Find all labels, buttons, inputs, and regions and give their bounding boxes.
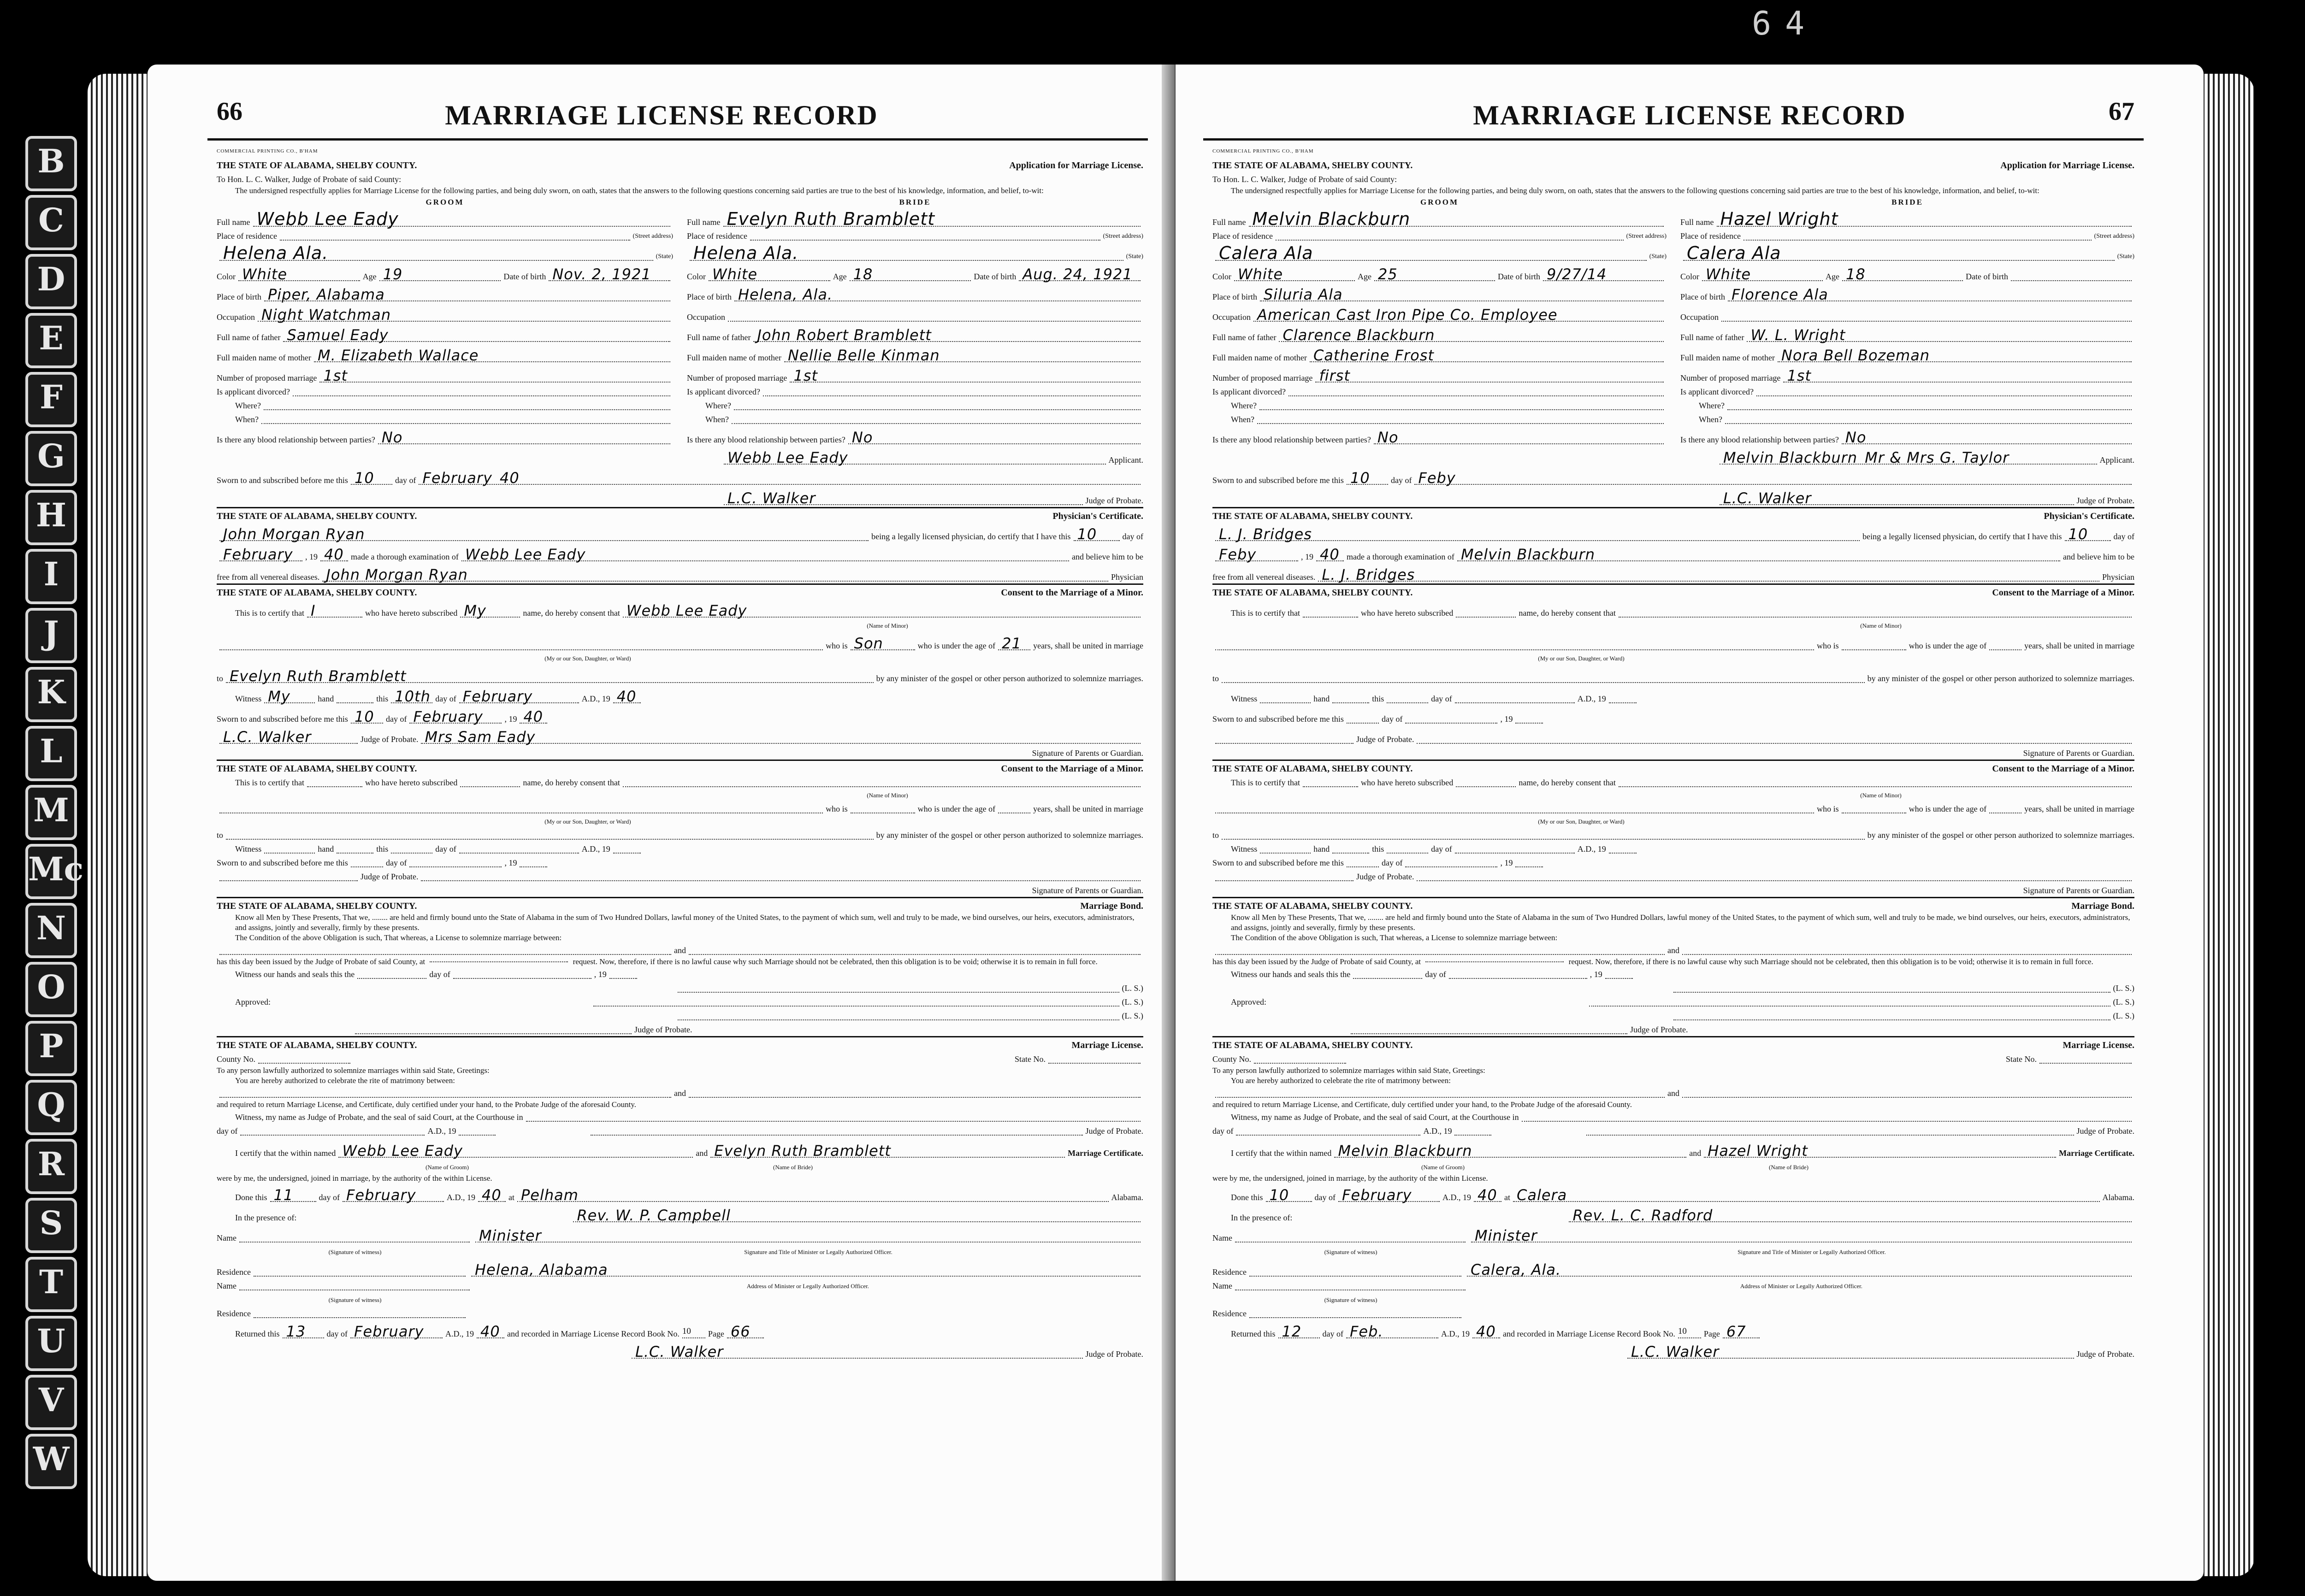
bride-blood: No: [851, 429, 873, 446]
physician-signature: John Morgan Ryan: [326, 566, 468, 583]
bride-age: 18: [853, 265, 873, 283]
left-content: [217, 145, 1143, 1553]
right-content: [1212, 145, 2134, 1553]
groom-age: 25: [1378, 265, 1398, 283]
index-tab: S: [25, 1198, 77, 1253]
returned-month: February: [354, 1323, 424, 1340]
page-title: MARRIAGE LICENSE RECORD: [445, 100, 878, 130]
to-line: To Hon. L. C. Walker, Judge of Probate of said County:: [1212, 175, 1397, 184]
judge-signature: L.C. Walker: [1723, 489, 1812, 507]
bride-column: BRIDE Full name Hazel Wright Place of residence (Street address) Calera Ala (State) Color White Age 18 Date of birth Place of birth Florence Ala Occupation Full name of father W. L. Wright Full maiden name of mother Nora Bell Bozeman Number of proposed marriage 1st Is applicant divorced? Where? When? Is there any blood relationship between parties? No: [1680, 196, 2134, 446]
certificate-groom: Webb Lee Eady: [342, 1142, 463, 1160]
consent-section-2: THE STATE OF ALABAMA, SHELBY COUNTY. Consent to the Marriage of a Minor. This is to certify that who have hereto subscribed name, do hereby consent that (Name of Minor) who is who is under the age of years, shall be united in marriage (My or our Son, Daughter, or Ward) to by any minister of the gospel or other person authorized to solemnize marriages. Witness hand this day of A.D., 19 Sworn to and subscribed before me this day of , 19 Judge of Probate. Signature of Parents or Guardian.: [1212, 760, 2134, 897]
groom-birthplace: Siluria Ala: [1263, 286, 1343, 303]
bride-proposed: 1st: [793, 367, 818, 384]
index-tab: T: [25, 1257, 77, 1312]
physician-year: 40: [324, 546, 344, 563]
application-section: THE STATE OF ALABAMA, SHELBY COUNTY. Application for Marriage License. To Hon. L. C. Walker, Judge of Probate of said County: The undersigned respectfully applies for Marriage License for the following parties, and being duly sworn, on oath, states that the answers to the following questions concerning said parties are true to the best of his knowledge, information, and belief, to-wit: GROOM Full name Melvin Blackburn Place of residence (Street address) Calera Ala (State) Color White Age 25 Date of birth 9/27/14 Place of birth Siluria Ala Occupation American Cast Iron Pipe Co. Employee Full name of father Clarence Blackburn Full maiden name of mother Catherine Frost Number of proposed marriage first Is applicant divorced? Where? When? Is there any blood relationship between parties? No BRIDE Full name Hazel Wright Place of residence (Street address) Calera Ala (State) Color White Age 18 Date of birth Place of birth Florence Ala Occupation Full name of father W. L. Wright Full maiden name of mother Nora Bell Bozeman Number of proposed marriage 1st Is applicant divorced? Where? When? Is there any blood relationship between parties? No Melvin Blackburn Mr & Mrs G. Taylor Applicant. Sworn to and subscribed before me this 10 day of Feby L.C. Walker Judge of Probate.: [1212, 160, 2134, 507]
left-page-edges: [88, 74, 152, 1576]
bride-age: 18: [1846, 265, 1866, 283]
index-tab: J: [25, 608, 77, 663]
done-month: February: [346, 1186, 416, 1204]
certificate-groom: Melvin Blackburn: [1338, 1142, 1472, 1160]
printer-imprint: COMMERCIAL PRINTING CO., B'HAM: [217, 148, 318, 154]
consent-section-1: THE STATE OF ALABAMA, SHELBY COUNTY. Consent to the Marriage of a Minor. This is to certify that I who have hereto subscribed My name, do hereby consent that Webb Lee Eady (Name of Minor) who is Son who is under the age of 21 years, shall be united in marriage (My or our Son, Daughter, or Ward) to Evelyn Ruth Bramblett by any minister of the gospel or other person authorized to solemnize marriages. Witness My hand this 10th day of February A.D., 19 40 Sworn to and subscribed before me this 10 day of February , 19 40 L.C. Walker Judge of Probate. Mrs Sam Eady Signature of Parents or Guardian.: [217, 583, 1143, 760]
sworn-day: 10: [1350, 469, 1370, 487]
printer-imprint: COMMERCIAL PRINTING CO., B'HAM: [1212, 148, 1314, 154]
physician-section: THE STATE OF ALABAMA, SHELBY COUNTY. Physician's Certificate. John Morgan Ryan being a legally licensed physician, do certify that I have this 10 day of February , 19 40 made a thorough examination of Webb Lee Eady and believe him to be free from all venereal diseases. John Morgan Ryan Physician: [217, 507, 1143, 583]
bride-birthplace: Helena, Ala.: [738, 286, 833, 303]
section-title: Application for Marriage License.: [1009, 160, 1143, 171]
sworn-day: 10: [354, 469, 374, 487]
index-tab: N: [25, 903, 77, 958]
bride-birthplace: Florence Ala: [1731, 286, 1828, 303]
consent-witness: My: [268, 688, 290, 705]
bride-residence: Calera Ala: [1687, 243, 1781, 263]
bride-mother: Nora Bell Bozeman: [1781, 347, 1930, 364]
consent-judge: L.C. Walker: [223, 728, 312, 746]
right-page-header: [1176, 97, 2204, 138]
page-title: MARRIAGE LICENSE RECORD: [1473, 100, 1906, 130]
groom-column: GROOM Full name Webb Lee Eady Place of residence (Street address) Helena Ala. (State) Color White Age 19 Date of birth Nov. 2, 1921 Place of birth Piper, Alabama Occupation Night Watchman Full name of father Samuel Eady Full maiden name of mother M. Elizabeth Wallace Number of proposed marriage 1st Is applicant divorced? Where? When? Is there any blood relationship between parties? No: [217, 196, 673, 446]
index-tab: P: [25, 1021, 77, 1076]
bride-proposed: 1st: [1787, 367, 1812, 384]
groom-mother: Catherine Frost: [1313, 347, 1434, 364]
index-tab: I: [25, 549, 77, 604]
physician-month: February: [223, 546, 293, 563]
application-section: THE STATE OF ALABAMA, SHELBY COUNTY. Application for Marriage License. To Hon. L. C. Walker, Judge of Probate of said County: The undersigned respectfully applies for Marriage License for the following parties, and being duly sworn, on oath, states that the answers to the following questions concerning said parties are true to the best of his knowledge, information, and belief, to-wit: GROOM Full name Webb Lee Eady Place of residence (Street address) Helena Ala. (State) Color White Age 19 Date of birth Nov. 2, 1921 Place of birth Piper, Alabama Occupation Night Watchman Full name of father Samuel Eady Full maiden name of mother M. Elizabeth Wallace Number of proposed marriage 1st Is applicant divorced? Where? When? Is there any blood relationship between parties? No BRIDE Full name Evelyn Ruth Bramblett Place of residence (Street address) Helena Ala. (State) Color White Age 18 Date of birth Aug. 24, 1921 Place of birth Helena, Ala. Occupation Full name of father John Robert Bramblett Full maiden name of mother Nellie Belle Kinman Number of proposed marriage 1st Is applicant divorced? Where? When? Is there any blood relationship between parties? No Webb Lee Eady Applicant. Sworn to and subscribed before me this 10 day of February 40 L.C. Walker Judge of Probate.: [217, 160, 1143, 507]
bride-father: W. L. Wright: [1750, 326, 1846, 344]
groom-column: GROOM Full name Melvin Blackburn Place of residence (Street address) Calera Ala (State) Color White Age 25 Date of birth 9/27/14 Place of birth Siluria Ala Occupation American Cast Iron Pipe Co. Employee Full name of father Clarence Blackburn Full maiden name of mother Catherine Frost Number of proposed marriage first Is applicant divorced? Where? When? Is there any blood relationship between parties? No: [1212, 196, 1667, 446]
returned-month: Feb.: [1349, 1323, 1383, 1340]
index-tabs: [25, 136, 84, 1493]
index-tab: H: [25, 490, 77, 545]
done-place: Pelham: [520, 1186, 579, 1204]
index-tab: R: [25, 1139, 77, 1194]
bride-full-name: Evelyn Ruth Bramblett: [727, 209, 935, 229]
groom-residence: Helena Ala.: [223, 243, 329, 263]
bride-father: John Robert Bramblett: [757, 326, 932, 344]
groom-birthplace: Piper, Alabama: [267, 286, 385, 303]
groom-proposed: first: [1319, 367, 1350, 384]
bride-full-name: Hazel Wright: [1720, 209, 1838, 229]
consent-sworn-year: 40: [523, 708, 544, 725]
groom-label: GROOM: [426, 198, 464, 206]
groom-residence: Calera Ala: [1219, 243, 1313, 263]
bride-color: White: [712, 265, 758, 283]
consent-year: 40: [616, 688, 637, 705]
returned-judge: L.C. Walker: [635, 1343, 724, 1360]
header-rule: [207, 138, 1148, 141]
consent-my: My: [464, 602, 486, 619]
physician-year: 40: [1320, 546, 1340, 563]
consent-section-1: THE STATE OF ALABAMA, SHELBY COUNTY. Consent to the Marriage of a Minor. This is to certify that who have hereto subscribed name, do hereby consent that (Name of Minor) who is who is under the age of years, shall be united in marriage (My or our Son, Daughter, or Ward) to by any minister of the gospel or other person authorized to solemnize marriages. Witness hand this day of A.D., 19 Sworn to and subscribed before me this day of , 19 Judge of Probate. Signature of Parents or Guardian.: [1212, 583, 2134, 760]
marriage-license-section: THE STATE OF ALABAMA, SHELBY COUNTY. Marriage License. County No. State No. To any person lawfully authorized to solemnize marriages within said State, Greetings: You are hereby authorized to celebrate the rite of matrimony between: and and required to return Marriage License, and Certificate, duly certified under your hand, to the Probate Judge of the aforesaid County. Witness, my name as Judge of Probate, and the seal of said Court, at the Courthouse in day of A.D., 19 Judge of Probate.: [217, 1036, 1143, 1137]
groom-color: White: [242, 265, 288, 283]
sworn-month: Feby: [1418, 469, 1456, 487]
section-heading: THE STATE OF ALABAMA, SHELBY COUNTY.: [1212, 160, 1413, 171]
bride-dob: Aug. 24, 1921: [1022, 265, 1133, 283]
groom-dob: Nov. 2, 1921: [552, 265, 651, 283]
bride-blood: No: [1845, 429, 1867, 446]
groom-age: 19: [383, 265, 403, 283]
returned-day: 12: [1282, 1323, 1302, 1340]
parent-signature: Mrs Sam Eady: [425, 728, 536, 746]
consent-relation: Son: [854, 635, 883, 652]
left-page-header: [148, 97, 1176, 138]
groom-father: Clarence Blackburn: [1283, 326, 1435, 344]
consent-to-whom: Evelyn Ruth Bramblett: [230, 667, 407, 685]
book-number: 10: [1678, 1326, 1687, 1336]
done-year: 40: [481, 1186, 502, 1204]
officiant-name: Rev. W. P. Campbell: [577, 1207, 731, 1224]
bride-mother: Nellie Belle Kinman: [787, 347, 940, 364]
marriage-certificate-section: I certify that the within named Melvin Blackburn and Hazel Wright Marriage Certificate. (Name of Groom) (Name of Bride) were by me, the undersigned, joined in marriage, by the authority of the within License. Done this 10 day of February A.D., 19 40 at Calera Alabama. In the presence of: Rev. L. C. Radford Name Minister (Signature of witness) Signature and Title of Minister or Legally Authorized Officer. Residence Calera, Ala. Name Address of Minister or Legally Authorized Officer. (Signature of witness) Residence Returned this 12 day of Feb. A.D., 19 40 and recorded in Marriage License Record Book No. 10 Page 67 L.C. Walker Judge of Probate.: [1212, 1142, 2134, 1360]
groom-occupation: American Cast Iron Pipe Co. Employee: [1257, 306, 1558, 324]
to-line: To Hon. L. C. Walker, Judge of Probate of said County:: [217, 175, 402, 184]
bride-residence: Helena Ala.: [693, 243, 799, 263]
right-page: [1176, 65, 2204, 1581]
index-tab: F: [25, 372, 77, 427]
groom-mother: M. Elizabeth Wallace: [317, 347, 479, 364]
done-day: 11: [273, 1186, 294, 1204]
index-tab: Q: [25, 1080, 77, 1135]
bride-label: BRIDE: [899, 198, 931, 206]
index-tab: U: [25, 1316, 77, 1371]
consent-section-2: THE STATE OF ALABAMA, SHELBY COUNTY. Consent to the Marriage of a Minor. This is to certify that who have hereto subscribed name, do hereby consent that (Name of Minor) who is who is under the age of years, shall be united in marriage (My or our Son, Daughter, or Ward) to by any minister of the gospel or other person authorized to solemnize marriages. Witness hand this day of A.D., 19 Sworn to and subscribed before me this day of , 19 Judge of Probate. Signature of Parents or Guardian.: [217, 760, 1143, 897]
groom-dob: 9/27/14: [1546, 265, 1607, 283]
physician-day: 10: [2068, 525, 2088, 543]
officiant-title: Minister: [479, 1227, 542, 1244]
marriage-license-section: THE STATE OF ALABAMA, SHELBY COUNTY. Marriage License. County No. State No. To any person lawfully authorized to solemnize marriages within said State, Greetings: You are hereby authorized to celebrate the rite of matrimony between: and and required to return Marriage License, and Certificate, duly certified under your hand, to the Probate Judge of the aforesaid County. Witness, my name as Judge of Probate, and the seal of said Court, at the Courthouse in day of A.D., 19 Judge of Probate.: [1212, 1036, 2134, 1137]
index-tab: Mc: [25, 844, 77, 899]
physician-day: 10: [1077, 525, 1097, 543]
sworn-month: February: [422, 469, 492, 487]
returned-judge: L.C. Walker: [1631, 1343, 1720, 1360]
index-tab: L: [25, 726, 77, 781]
certificate-bride: Evelyn Ruth Bramblett: [714, 1142, 891, 1160]
officiant-title: Minister: [1474, 1227, 1537, 1244]
index-tab: G: [25, 431, 77, 486]
physician-name: L. J. Bridges: [1219, 525, 1312, 543]
groom-proposed: 1st: [323, 367, 348, 384]
physician-month: Feby: [1219, 546, 1257, 563]
groom-label: GROOM: [1420, 198, 1459, 206]
sworn-year: 40: [499, 469, 520, 487]
page-number: 66: [217, 97, 242, 126]
judge-signature: L.C. Walker: [727, 489, 816, 507]
consent-month: February: [462, 688, 533, 705]
groom-blood: No: [1377, 429, 1399, 446]
consent-age: 21: [1002, 635, 1022, 652]
index-tab: V: [25, 1375, 77, 1430]
section-title: Application for Marriage License.: [2000, 160, 2134, 171]
officiant-address: Helena, Alabama: [474, 1261, 608, 1278]
consent-subscriber: I: [310, 602, 316, 619]
index-tab: D: [25, 254, 77, 309]
page-number: 67: [2109, 97, 2134, 126]
index-tab: B: [25, 136, 77, 191]
done-year: 40: [1477, 1186, 1497, 1204]
index-tab: E: [25, 313, 77, 368]
done-place: Calera: [1516, 1186, 1567, 1204]
consent-minor: Webb Lee Eady: [626, 602, 747, 619]
index-tab: K: [25, 667, 77, 722]
applicant-signature: Melvin Blackburn: [1723, 449, 1858, 466]
top-stamp: 64: [1752, 5, 1819, 42]
record-page: 67: [1726, 1323, 1746, 1340]
officiant-name: Rev. L. C. Radford: [1572, 1207, 1713, 1224]
marriage-certificate-section: I certify that the within named Webb Lee Eady and Evelyn Ruth Bramblett Marriage Certificate. (Name of Groom) (Name of Bride) were by me, the undersigned, joined in marriage, by the authority of the within License. Done this 11 day of February A.D., 19 40 at Pelham Alabama. In the presence of: Rev. W. P. Campbell Name Minister (Signature of witness) Signature and Title of Minister or Legally Authorized Officer. Residence Helena, Alabama Name Address of Minister or Legally Authorized Officer. (Signature of witness) Residence Returned this 13 day of February A.D., 19 40 and recorded in Marriage License Record Book No. 10 Page 66 L.C. Walker Judge of Probate.: [217, 1142, 1143, 1360]
officiant-address: Calera, Ala.: [1470, 1261, 1561, 1278]
left-page: [148, 65, 1176, 1581]
physician-examined: Melvin Blackburn: [1460, 546, 1596, 563]
index-tab: M: [25, 785, 77, 840]
returned-year: 40: [480, 1323, 500, 1340]
groom-blood: No: [381, 429, 403, 446]
bride-color: White: [1706, 265, 1751, 283]
groom-full-name: Webb Lee Eady: [256, 209, 399, 229]
marriage-bond-section: THE STATE OF ALABAMA, SHELBY COUNTY. Marriage Bond. Know all Men by These Presents, That we, ........ are held and firmly bound unto the State of Alabama in the sum of Two Hundred Dollars, lawful money of the United States, to the payment of which sum, well and truly to be made, we bind ourselves, our heirs, executors, administrators, and assigns, jointly and severally, firmly by these presents. The Condition of the above Obligation is such, That whereas, a License to solemnize marriage between: and has this day been issued by the Judge of Probate of said County, at request. Now, therefore, if there is no lawful cause why such Marriage should not be celebrated, then this obligation is to be void; otherwise it is to remain in full force. Witness our hands and seals this the day of , 19 (L. S.) Approved: (L. S.) (L. S.) Judge of Probate.: [217, 897, 1143, 1036]
groom-father: Samuel Eady: [287, 326, 389, 344]
marriage-bond-section: THE STATE OF ALABAMA, SHELBY COUNTY. Marriage Bond. Know all Men by These Presents, That we, ........ are held and firmly bound unto the State of Alabama in the sum of Two Hundred Dollars, lawful money of the United States, to the payment of which sum, well and truly to be made, we bind ourselves, our heirs, executors, administrators, and assigns, jointly and severally, firmly by these presents. The Condition of the above Obligation is such, That whereas, a License to solemnize marriage between: and has this day been issued by the Judge of Probate of said County, at request. Now, therefore, if there is no lawful cause why such Marriage should not be celebrated, then this obligation is to be void; otherwise it is to remain in full force. Witness our hands and seals this the day of , 19 (L. S.) Approved: (L. S.) (L. S.) Judge of Probate.: [1212, 897, 2134, 1036]
application-intro: The undersigned respectfully applies for Marriage License for the following parties, and being duly sworn, on oath, states that the answers to the following questions concerning said parties are true to the best of his knowledge, information, and belief, to-wit:: [235, 186, 1044, 195]
bride-column: BRIDE Full name Evelyn Ruth Bramblett Place of residence (Street address) Helena Ala. (State) Color White Age 18 Date of birth Aug. 24, 1921 Place of birth Helena, Ala. Occupation Full name of father John Robert Bramblett Full maiden name of mother Nellie Belle Kinman Number of proposed marriage 1st Is applicant divorced? Where? When? Is there any blood relationship between parties? No: [687, 196, 1143, 446]
header-rule: [1203, 138, 2144, 141]
bride-label: BRIDE: [1891, 198, 1923, 206]
consent-sworn-month: February: [413, 708, 483, 725]
returned-year: 40: [1476, 1323, 1496, 1340]
ledger-book: [88, 65, 2254, 1585]
consent-title: Consent to the Marriage of a Minor.: [1001, 588, 1143, 598]
consent-day: 10th: [395, 688, 431, 705]
groom-color: White: [1238, 265, 1283, 283]
physician-examined: Webb Lee Eady: [465, 546, 586, 563]
section-heading: THE STATE OF ALABAMA, SHELBY COUNTY.: [217, 160, 417, 171]
groom-occupation: Night Watchman: [261, 306, 391, 324]
groom-full-name: Melvin Blackburn: [1252, 209, 1411, 229]
index-tab: C: [25, 195, 77, 250]
consent-title: Consent to the Marriage of a Minor.: [1992, 588, 2134, 598]
application-intro: The undersigned respectfully applies for Marriage License for the following parties, and being duly sworn, on oath, states that the answers to the following questions concerning said parties are true to the best of his knowledge, information, and belief, to-wit:: [1231, 186, 2039, 195]
applicant-signature-2: Mr & Mrs G. Taylor: [1865, 449, 2009, 466]
physician-signature: L. J. Bridges: [1322, 566, 1415, 583]
index-tab: O: [25, 962, 77, 1017]
record-page: 66: [730, 1323, 751, 1340]
physician-name: John Morgan Ryan: [223, 525, 365, 543]
physician-section: THE STATE OF ALABAMA, SHELBY COUNTY. Physician's Certificate. L. J. Bridges being a legally licensed physician, do certify that I have this 10 day of Feby , 19 40 made a thorough examination of Melvin Blackburn and believe him to be free from all venereal diseases. L. J. Bridges Physician: [1212, 507, 2134, 583]
book-number: 10: [682, 1326, 691, 1336]
certificate-bride: Hazel Wright: [1708, 1142, 1808, 1160]
done-day: 10: [1269, 1186, 1289, 1204]
returned-day: 13: [286, 1323, 306, 1340]
consent-sworn-day: 10: [354, 708, 374, 725]
applicant-signature: Webb Lee Eady: [727, 449, 848, 466]
done-month: February: [1342, 1186, 1412, 1204]
index-tab: W: [25, 1434, 77, 1489]
